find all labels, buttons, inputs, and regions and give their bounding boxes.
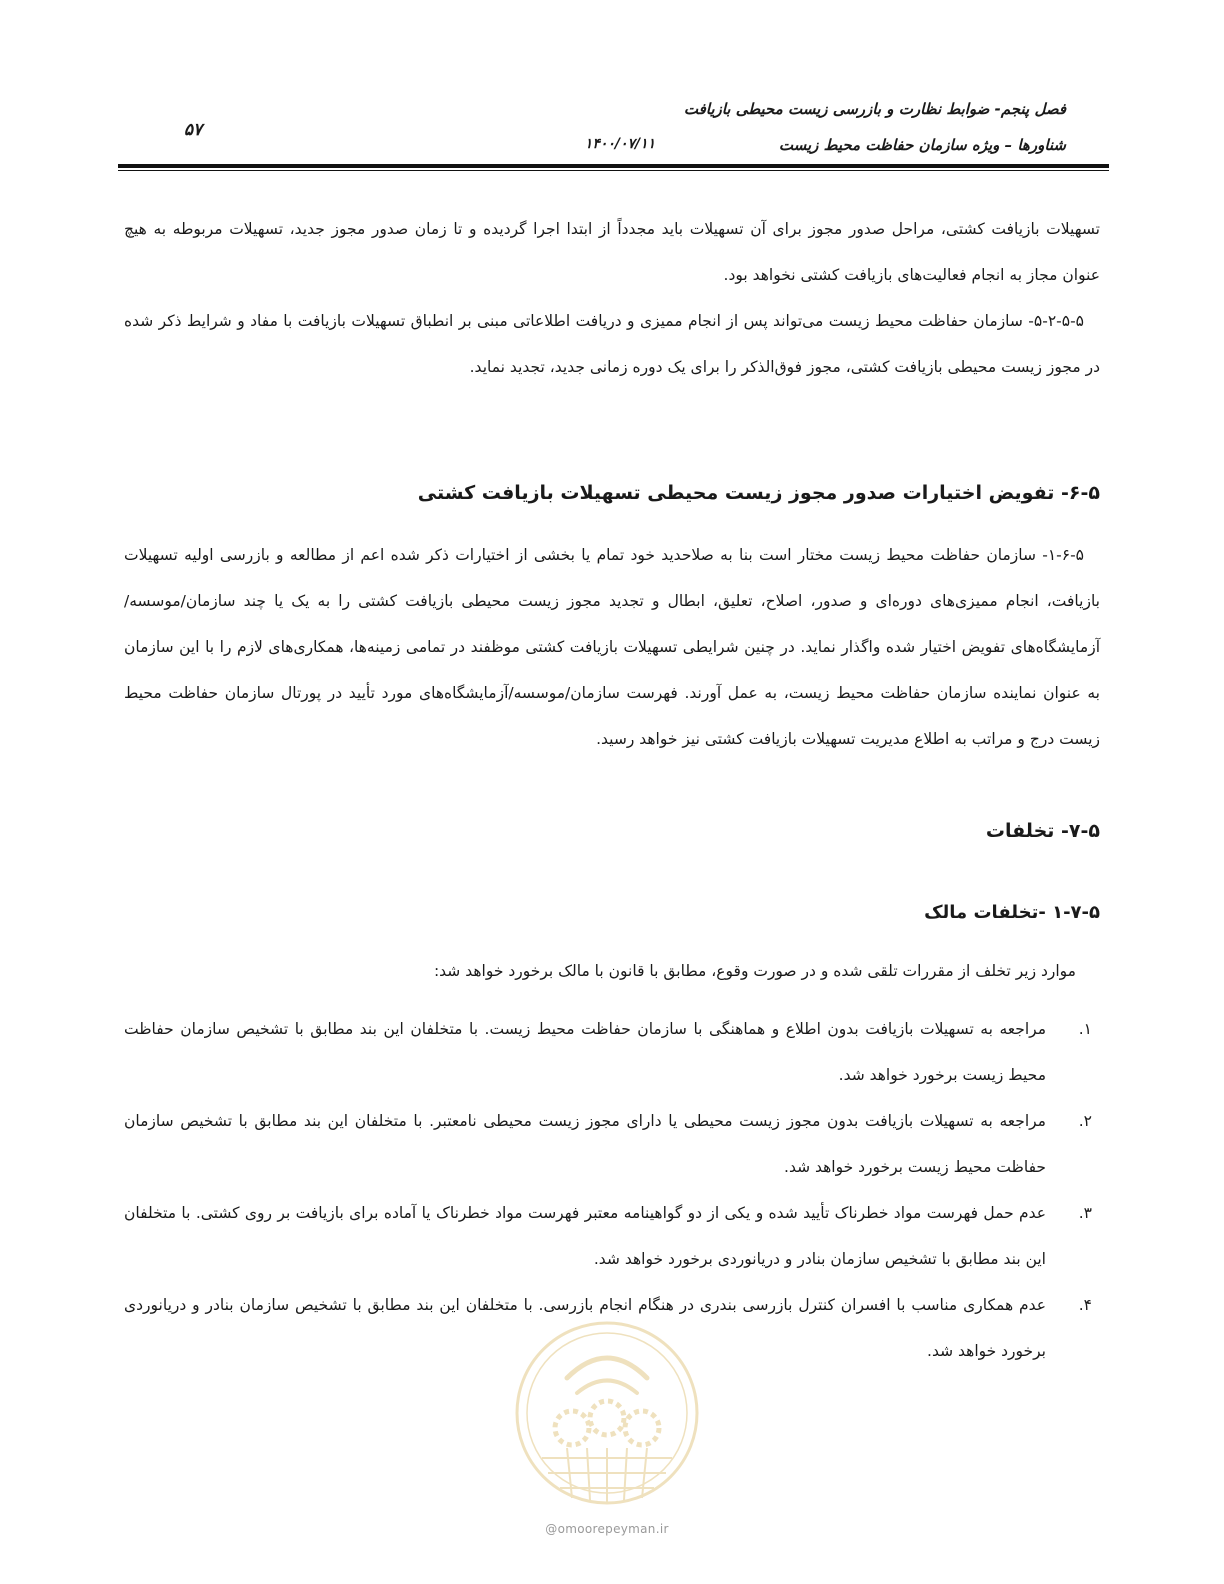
list-item-text: مراجعه به تسهیلات بازیافت بدون اطلاع و هماهنگی با سازمان حفاظت محیط زیست. با متخلفان این بند مطابق با تشخیص سازمان حفاظت محیط زیست برخورد خواهد شد.	[124, 1020, 1046, 1084]
paragraph-5-6-1: ۱-۶-۵- سازمان حفاظت محیط زیست مختار است بنا به صلاحدید خود تمام یا بخشی از اختیارات ذکر شده اعم از مطالعه و بازرسی اولیه تسهیلات بازیافت، انجام ممیزی‌های دوره‌ای و صدور، اصلاح، تعلیق، ابطال و تجدید مجوز زیست محیطی بازیافت کشتی را به یک یا چند سازمان/موسسه/آزمایشگاه‌های تفویض اختیار شده واگذار نماید. در چنین شرایطی تسهیلات بازیافت کشتی موظفند در تمامی زمینه‌ها، همکاری‌های لازم را با این سازمان به عنوان نماینده سازمان حفاظت محیط زیست، به عمل آورند. فهرست سازمان/موسسه/آزمایشگاه‌های مورد تأیید در پورتال سازمان حفاظت محیط زیست درج و مراتب به اطلاع مدیریت تسهیلات بازیافت کشتی نیز خواهد رسید.	[124, 546, 1100, 748]
page-number: ۵۷	[183, 120, 203, 140]
document-date: ۱۴۰۰/۰۷/۱۱	[584, 136, 656, 152]
list-item-text: عدم حمل فهرست مواد خطرناک تأیید شده و یکی از دو گواهینامه معتبر فهرست مواد خطرناک یا آماده برای بازیافت بر روی کشتی. با متخلفان این بند مطابق با تشخیص سازمان بنادر و دریانوردی برخورد خواهد شد.	[124, 1204, 1046, 1268]
paragraph-continuation: تسهیلات بازیافت کشتی، مراحل صدور مجوز برای آن تسهیلات باید مجدداً از ابتدا اجرا گردیده و تا زمان صدور مجوز جدید، تسهیلات مربوطه به هیچ عنوان مجاز به انجام فعالیت‌های بازیافت کشتی نخواهد بود.	[124, 220, 1100, 284]
list-item	[124, 1190, 1100, 1282]
watermark-url: @omoorepeyman.ir	[545, 1522, 669, 1536]
section-heading-5-6: ۶-۵- تفویض اختیارات صدور مجوز زیست محیطی تسهیلات بازیافت کشتی	[417, 482, 1100, 504]
list-item	[124, 1006, 1100, 1098]
violations-intro: موارد زیر تخلف از مقررات تلقی شده و در صورت وقوع، مطابق با قانون با مالک برخورد خواهد شد:	[433, 962, 1076, 980]
watermark-seal-icon	[512, 1318, 702, 1518]
header-divider-thin	[118, 170, 1109, 171]
document-subtitle: شناورها – ویژه سازمان حفاظت محیط زیست	[778, 136, 1066, 154]
list-item-number: ۴.	[1078, 1296, 1092, 1314]
list-item-number: ۳.	[1078, 1204, 1092, 1222]
list-item-number: ۱.	[1078, 1020, 1092, 1038]
section-heading-5-7: ۷-۵- تخلفات	[985, 820, 1100, 842]
list-item	[124, 1098, 1100, 1190]
subsection-heading-5-7-1: ۱-۷-۵ -تخلفات مالک	[924, 902, 1100, 923]
paragraph-5-5-2-5: ۵-۲-۵-۵- سازمان حفاظت محیط زیست می‌تواند پس از انجام ممیزی و دریافت اطلاعاتی مبنی بر انطباق تسهیلات بازیافت با مفاد و شرایط ذکر شده در مجوز زیست محیطی بازیافت کشتی، مجوز فوق‌الذکر را برای یک دوره زمانی جدید، تجدید نماید.	[124, 312, 1100, 376]
chapter-title: فصل پنجم- ضوابط نظارت و بازرسی زیست محیطی بازیافت	[683, 100, 1066, 118]
list-item-number: ۲.	[1078, 1112, 1092, 1130]
header-divider	[118, 164, 1109, 168]
list-item-text: مراجعه به تسهیلات بازیافت بدون مجوز زیست محیطی یا دارای مجوز زیست محیطی نامعتبر. با متخلفان این بند مطابق با تشخیص سازمان حفاظت محیط زیست برخورد خواهد شد.	[124, 1112, 1046, 1176]
list-item-text: عدم همکاری مناسب با افسران کنترل بازرسی بندری در هنگام انجام بازرسی. با متخلفان این بند مطابق با تشخیص سازمان بنادر و دریانوردی برخورد خواهد شد.	[124, 1296, 1046, 1360]
